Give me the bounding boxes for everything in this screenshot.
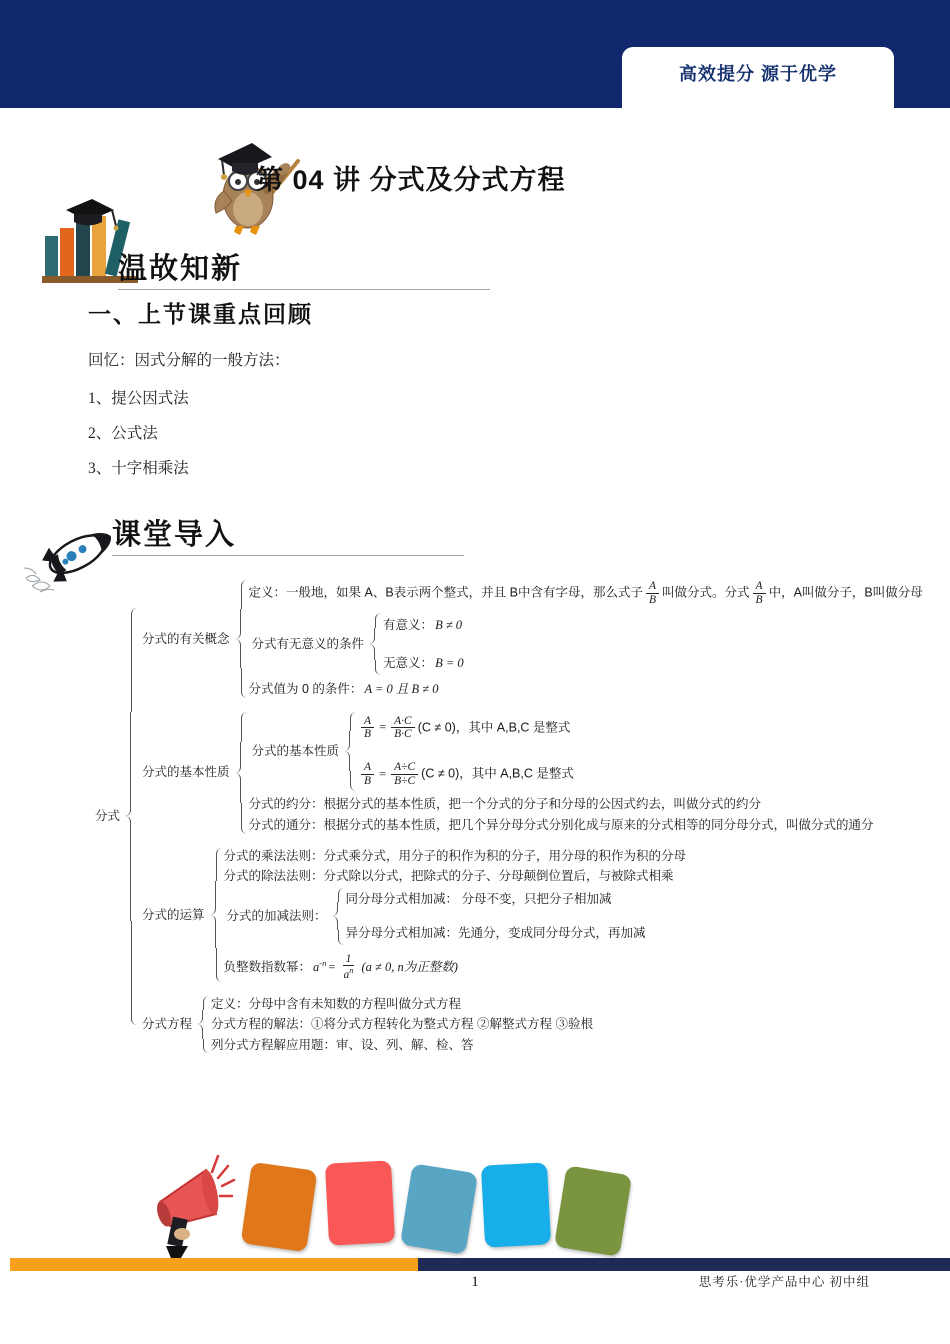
node-label: 分式有无意义的条件 [251, 636, 365, 651]
color-card [481, 1162, 551, 1247]
heading-underline [118, 289, 490, 290]
node-negative-exponent: 负整数指数幂： $a^{-n}$ = $\frac{1}{a^n}$ (a ≠ 0, n为正整数) [223, 952, 458, 982]
footer-bar-orange [10, 1258, 418, 1271]
node-equation-def: 定义：分母中含有未知数的方程叫做分式方程 [211, 997, 462, 1012]
page-number: 1 [471, 1274, 479, 1290]
color-card [325, 1160, 395, 1245]
node-equation-solve: 分式方程的解法：①将分式方程转化为整式方程 ②解整式方程 ③验根 [211, 1017, 593, 1032]
mindmap [92, 580, 944, 1053]
branch-concepts [139, 580, 923, 698]
intro-heading: 课堂导入 [112, 519, 237, 551]
branch-operations [139, 848, 923, 983]
node-same-denominator: 同分母分式相加减： 分母不变，只把分子相加减 [345, 892, 612, 906]
brace [235, 712, 247, 834]
method-item: 1、提公因式法 [88, 390, 189, 407]
slogan-text: 高效提分 源于优学 [678, 64, 837, 84]
node-formula-multiply: $\frac{A}{B}$ = $\frac{A\cdot C}{B\cdot C}$ (C ≠ 0)，其中 A,B,C 是整式 [358, 715, 574, 742]
review-subheading: 一、上节课重点回顾 [88, 302, 313, 327]
node-basic-property [249, 712, 874, 792]
brace [332, 888, 344, 945]
node-label: 分式的基本性质 [251, 744, 340, 759]
node-equation-apply: 列分式方程解应用题：审、设、列、解、检、答 [211, 1037, 474, 1052]
brace [369, 613, 381, 676]
node-divide-rule: 分式的除法法则：分式除以分式，把除式的分子、分母颠倒位置后，与被除式相乘 [223, 868, 674, 883]
method-item: 2、公式法 [88, 425, 158, 442]
node-reduce: 分式的约分：根据分式的基本性质，把一个分式的分子和分母的公因式约去，叫做分式的约分 [248, 797, 762, 811]
branch-label: 分式的基本性质 [142, 765, 230, 780]
node-meaning [249, 613, 923, 676]
node-diff-denominator: 异分母分式相加减：先通分，变成同分母分式，再加减 [345, 926, 646, 941]
color-card [554, 1165, 632, 1256]
node-addsub-rule [224, 888, 687, 945]
node-zero-condition: 分式值为 0 的条件： A = 0 且 B ≠ 0 [248, 682, 439, 697]
node-common-denominator: 分式的通分：根据分式的基本性质，把几个异分母分式分别化成与原来的分式相等的同分母分式，叫做分式的通分 [248, 818, 874, 833]
recall-line: 回忆：因式分解的一般方法： [88, 352, 290, 369]
heading-underline [112, 555, 464, 556]
node-invalid: 无意义： B = 0 [383, 656, 464, 670]
footer-bar-navy [418, 1258, 950, 1271]
node-definition: 定义：一般地，如果 A、B表示两个整式，并且 B中含有字母，那么式子 $\frac{A}{B}$ 叫做分式。分式 $\frac{A}{B}$ 中，A叫做分子，B叫做分母 [248, 580, 923, 606]
color-card [400, 1163, 478, 1254]
node-formula-divide: $\frac{A}{B}$ = $\frac{A\div C}{B\div C}$ (C ≠ 0)，其中 A,B,C 是整式 [358, 761, 574, 788]
method-item: 3、十字相乘法 [88, 460, 189, 477]
branch-label: 分式方程 [142, 1017, 193, 1032]
node-label: 分式的加减法则： [226, 909, 327, 924]
node-multiply-rule: 分式的乘法法则：分式乘分式，用分子的积作为积的分子，用分母的积作为积的分母 [223, 848, 687, 863]
slogan-box [622, 47, 894, 121]
footer-dept: 思考乐·优学产品中心 初中组 [698, 1275, 870, 1289]
node-valid: 有意义： B ≠ 0 [383, 617, 463, 632]
branch-label: 分式的运算 [142, 907, 205, 922]
megaphone-icon [148, 1152, 252, 1274]
color-card [241, 1162, 318, 1252]
brace [125, 608, 137, 1025]
brace [235, 580, 247, 698]
brace [210, 848, 222, 983]
branch-properties [139, 712, 923, 834]
brace [197, 996, 209, 1053]
branch-label: 分式的有关概念 [142, 631, 230, 646]
review-heading: 温故知新 [118, 253, 243, 285]
mindmap-root: 分式 [95, 809, 121, 824]
brace [344, 712, 356, 792]
lecture-title: 第 04 讲 分式及分式方程 [256, 165, 566, 195]
branch-equation [139, 996, 923, 1053]
